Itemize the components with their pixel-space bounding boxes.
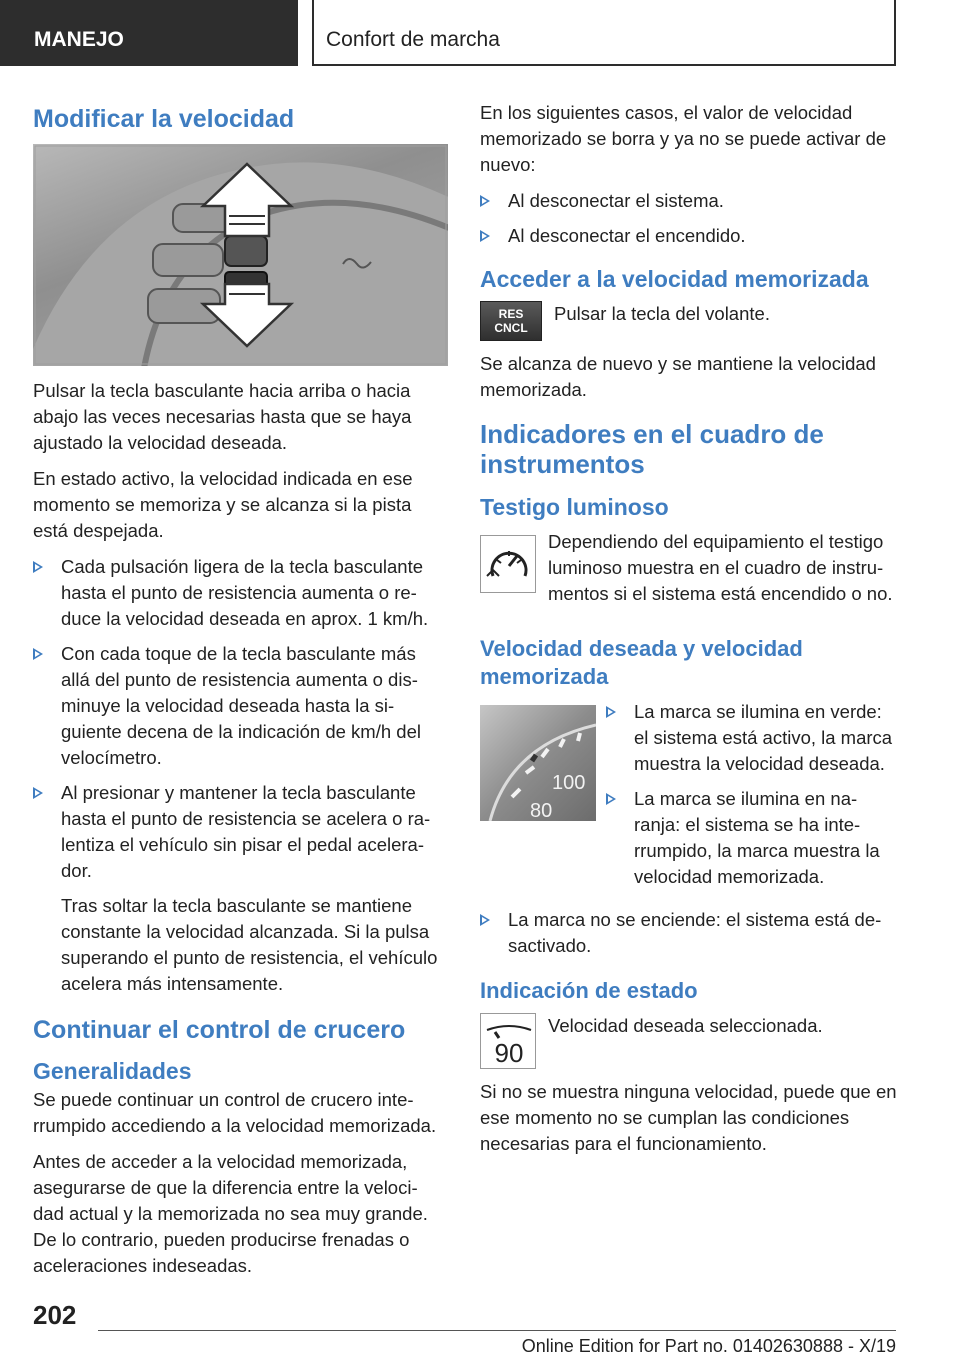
speedometer-image xyxy=(480,705,596,821)
gauge-label-80: 80 xyxy=(530,800,553,821)
triangle-bullet-icon xyxy=(606,793,616,805)
res-cncl-row xyxy=(480,301,898,341)
paragraph-warning-light: Dependiendo del equipamiento el testigo luminoso muestra en el cuadro de instru-mentos si el sistema está encendido o no. xyxy=(548,531,893,604)
triangle-bullet-icon xyxy=(480,195,490,207)
paragraph-modify-2: En estado activo, la velocidad indicada en ese momento se memoriza y se alcanza si la pista está despejada. xyxy=(33,468,413,541)
gauge-label-100: 100 xyxy=(552,772,586,794)
list-item: Al desconectar el sistema. xyxy=(480,188,898,214)
paragraph-cases: En los siguientes casos, el valor de velocidad memorizado se borra y ya no se puede activar de nuevo: xyxy=(480,102,887,175)
speed-bullet-list-2 xyxy=(480,907,898,959)
status-row xyxy=(480,1013,898,1069)
triangle-bullet-icon xyxy=(480,914,490,926)
list-item: Al desconectar el encendido. xyxy=(480,223,898,249)
triangle-bullet-icon xyxy=(480,230,490,242)
heading-access-memorized: Acceder a la velocidad memorizada xyxy=(480,266,869,292)
steering-wheel-image xyxy=(33,144,448,366)
paragraph-status-2: Si no se muestra ninguna velocidad, puede que en ese momento no se cumplan las condiciones necesarias para el funcionamiento. xyxy=(480,1081,897,1154)
paragraph-general-2: Antes de acceder a la velocidad memorizada, asegurarse de que la diferencia entre la veloci-dad actual y la memorizada no sea muy grande. De lo contrario, pueden producirse frenadas o aceleraciones indeseadas. xyxy=(33,1151,428,1276)
footer-divider xyxy=(98,1330,896,1331)
list-item: La marca no se enciende: el sistema está de-sactivado. xyxy=(480,907,898,959)
right-column xyxy=(480,100,898,1167)
modify-bullet-list xyxy=(33,554,448,884)
warning-light-block xyxy=(480,529,898,617)
heading-warning-light: Testigo luminoso xyxy=(480,494,669,520)
triangle-bullet-icon xyxy=(606,706,616,718)
page-header xyxy=(0,0,960,66)
speed-bullet-list xyxy=(606,699,898,899)
page-number: 202 xyxy=(33,1300,77,1330)
triangle-bullet-icon xyxy=(33,787,43,799)
left-column xyxy=(33,100,448,1289)
heading-modify-speed: Modificar la velocidad xyxy=(33,105,295,133)
paragraph-access-2: Se alcanza de nuevo y se mantiene la velocidad memorizada. xyxy=(480,353,876,400)
paragraph-access-1: Pulsar la tecla del volante. xyxy=(554,303,770,324)
list-item: Con cada toque de la tecla basculante más allá del punto de resistencia aumenta o dis-minuye la velocidad deseada hasta la si-guiente decena de la indicación de km/h del velocímetro. xyxy=(33,641,448,771)
status-speed-value: 90 xyxy=(494,1038,524,1068)
list-item: Al presionar y mantener la tecla basculante hasta el punto de resistencia se acelera o ra-lentiza el vehículo sin pisar el pedal acelera-dor. xyxy=(33,780,448,884)
speed-marker-block xyxy=(480,699,898,907)
section-tab: MANEJO xyxy=(0,0,298,66)
list-item: La marca se ilumina en na-ranja: el sistema se ha inte-rrumpido, la marca muestra la velocidad memorizada. xyxy=(606,786,898,890)
speedometer-warning-icon xyxy=(480,535,536,593)
heading-desired-speed: Velocidad deseada y velocidad memorizada xyxy=(480,636,803,689)
paragraph-modify-1: Pulsar la tecla basculante hacia arriba o hacia abajo las veces necesarias hasta que se haya ajustado la velocidad deseada. xyxy=(33,380,412,453)
steering-wheel-illustration xyxy=(33,144,448,366)
paragraph-status-1: Velocidad deseada seleccionada. xyxy=(548,1015,823,1036)
triangle-bullet-icon xyxy=(33,648,43,660)
chapter-title: Confort de marcha xyxy=(312,0,896,66)
heading-continue-cruise: Continuar el control de crucero xyxy=(33,1016,406,1044)
list-item: Cada pulsación ligera de la tecla basculante hasta el punto de resistencia aumenta o re-duce la velocidad deseada en aprox. 1 km/h. xyxy=(33,554,448,632)
bullet-continuation: Tras soltar la tecla basculante se mantiene constante la velocidad alcanzada. Si la pulsa superando el punto de resistencia, el vehículo acelera más intensamente. xyxy=(61,895,438,994)
heading-indicators: Indicadores en el cuadro de instrumentos xyxy=(480,419,824,479)
list-item: La marca se ilumina en verde: el sistema está activo, la marca muestra la velocidad deseada. xyxy=(606,699,898,777)
edition-text: Online Edition for Part no. 01402630888 - X/19 xyxy=(521,1336,896,1356)
triangle-bullet-icon xyxy=(33,561,43,573)
paragraph-general-1: Se puede continuar un control de crucero inte-rrumpido accediendo a la velocidad memorizada. xyxy=(33,1089,437,1136)
res-cncl-button-icon: RES CNCL xyxy=(480,301,542,341)
heading-general: Generalidades xyxy=(33,1058,192,1084)
heading-status-indication: Indicación de estado xyxy=(480,978,698,1003)
cases-bullet-list xyxy=(480,188,898,249)
speed-90-status-icon xyxy=(480,1013,536,1069)
